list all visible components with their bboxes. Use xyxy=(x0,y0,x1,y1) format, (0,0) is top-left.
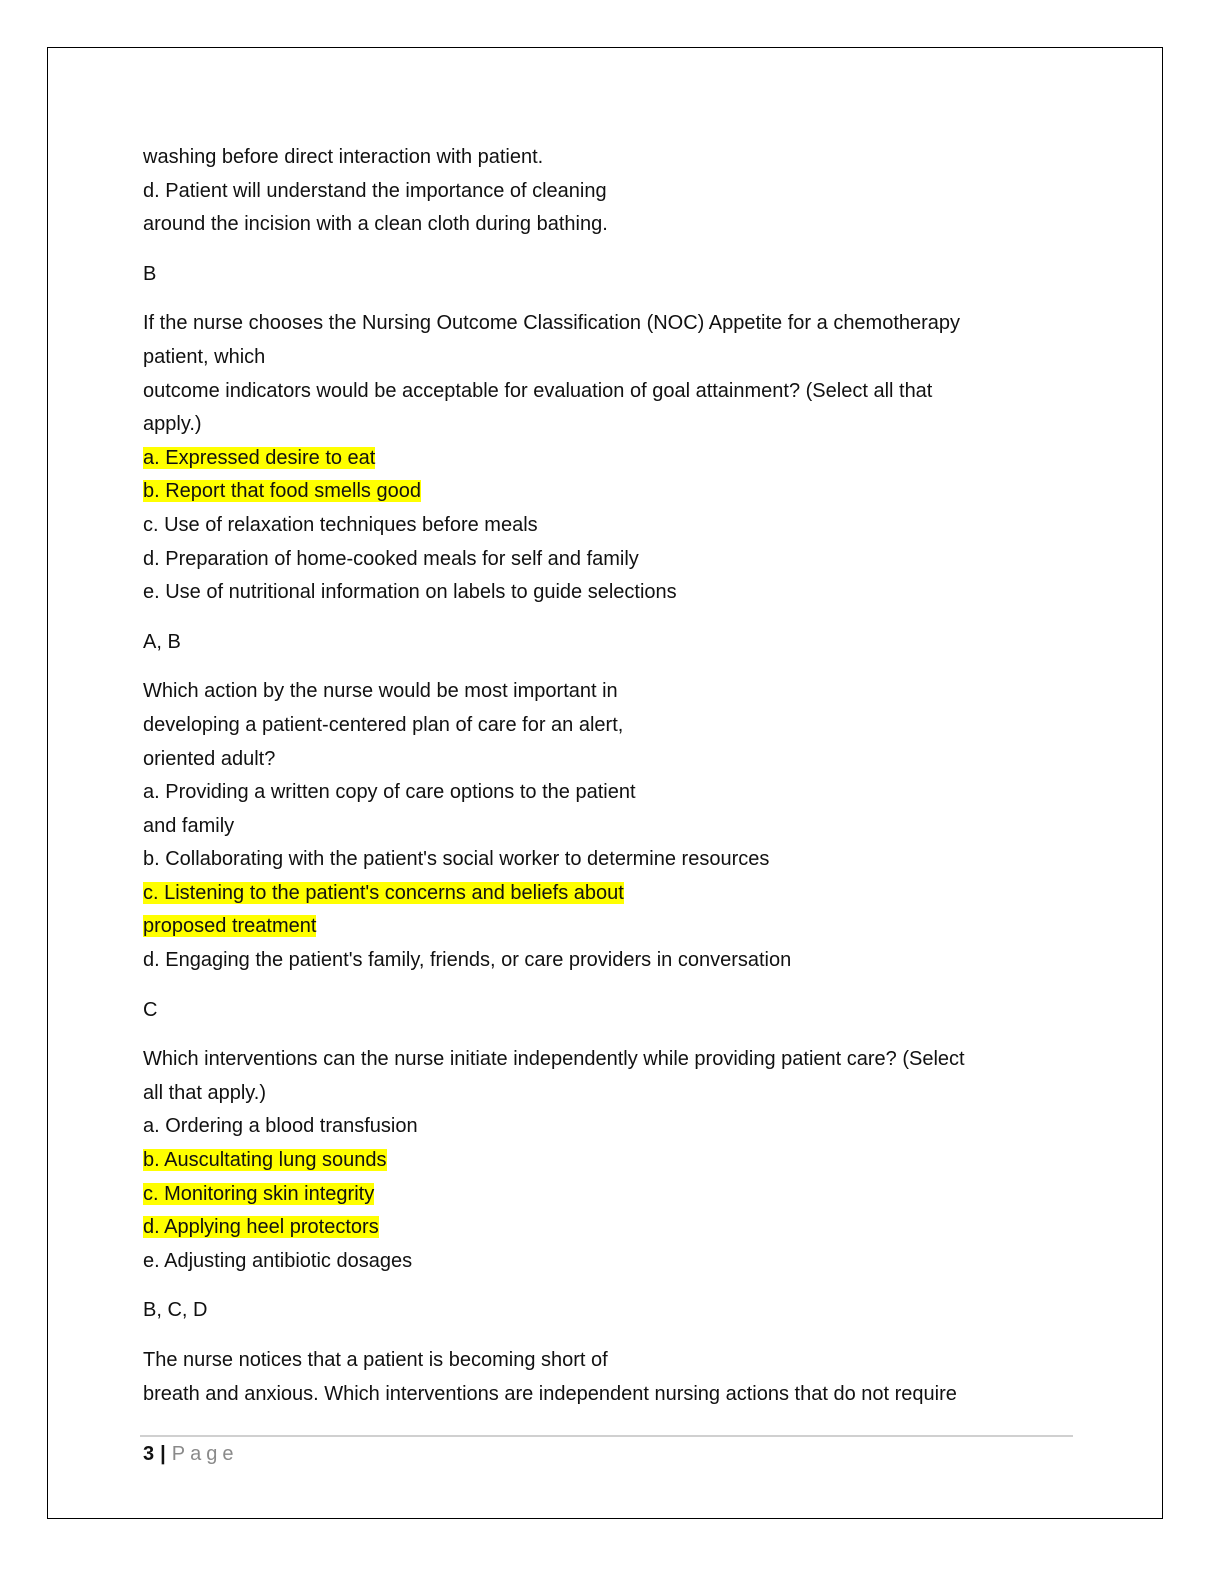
text-line xyxy=(143,709,1073,743)
text-line xyxy=(143,910,1073,944)
highlighted-answer-text: c. Listening to the patient's concerns and beliefs about xyxy=(143,881,624,904)
text-line xyxy=(143,944,1073,978)
text-line xyxy=(143,141,1073,175)
document-body xyxy=(143,141,1073,1411)
text-line xyxy=(143,743,1073,777)
highlighted-answer-text: b. Report that food smells good xyxy=(143,480,421,503)
text-line xyxy=(143,1144,1073,1178)
paragraph-gap xyxy=(143,242,1073,258)
text-line xyxy=(143,1378,1073,1412)
line-text: oriented adult? xyxy=(143,747,276,770)
page-footer xyxy=(143,1440,238,1468)
paragraph xyxy=(143,626,1073,660)
text-line xyxy=(143,442,1073,476)
page-label: Page xyxy=(171,1443,239,1465)
paragraph-gap xyxy=(143,291,1073,307)
line-text: d. Preparation of home-cooked meals for self and family xyxy=(143,547,639,570)
paragraph xyxy=(143,994,1073,1028)
line-text: d. Engaging the patient's family, friends, or care providers in conversation xyxy=(143,949,792,972)
paragraph-gap xyxy=(143,1278,1073,1294)
paragraph xyxy=(143,1344,1073,1411)
line-text: breath and anxious. Which interventions are independent nursing actions that do not require xyxy=(143,1382,957,1405)
text-line xyxy=(143,1110,1073,1144)
highlighted-answer-text: proposed treatment xyxy=(143,915,317,938)
text-line xyxy=(143,175,1073,209)
line-text: a. Providing a written copy of care options to the patient xyxy=(143,781,636,804)
text-line xyxy=(143,307,1073,341)
line-text: around the incision with a clean cloth during bathing. xyxy=(143,213,608,236)
line-text: d. Patient will understand the importance of cleaning xyxy=(143,179,607,202)
paragraph-gap xyxy=(143,659,1073,675)
text-line xyxy=(143,208,1073,242)
line-text: patient, which xyxy=(143,345,266,368)
text-line xyxy=(143,626,1073,660)
text-line xyxy=(143,341,1073,375)
line-text: e. Use of nutritional information on labels to guide selections xyxy=(143,581,677,604)
line-text: and family xyxy=(143,814,235,837)
text-line xyxy=(143,509,1073,543)
line-text: C xyxy=(143,998,158,1021)
text-line xyxy=(143,1344,1073,1378)
text-line xyxy=(143,475,1073,509)
paragraph-gap xyxy=(143,1328,1073,1344)
line-text: outcome indicators would be acceptable for evaluation of goal attainment? (Select all that xyxy=(143,379,933,402)
text-line xyxy=(143,576,1073,610)
line-text: c. Use of relaxation techniques before meals xyxy=(143,513,538,536)
line-text: If the nurse chooses the Nursing Outcome Classification (NOC) Appetite for a chemotherapy xyxy=(143,312,961,335)
paragraph xyxy=(143,675,1073,977)
line-text: developing a patient-centered plan of care for an alert, xyxy=(143,713,624,736)
paragraph xyxy=(143,307,1073,609)
text-line xyxy=(143,994,1073,1028)
text-line xyxy=(143,258,1073,292)
text-line xyxy=(143,877,1073,911)
footer-separator: | xyxy=(160,1443,166,1465)
line-text: Which action by the nurse would be most important in xyxy=(143,680,618,703)
line-text: b. Collaborating with the patient's social worker to determine resources xyxy=(143,848,770,871)
text-line xyxy=(143,1043,1073,1077)
highlighted-answer-text: d. Applying heel protectors xyxy=(143,1216,379,1239)
paragraph-gap xyxy=(143,1027,1073,1043)
text-line xyxy=(143,375,1073,409)
text-line xyxy=(143,1178,1073,1212)
text-line xyxy=(143,843,1073,877)
footer-divider xyxy=(140,1435,1073,1437)
text-line xyxy=(143,675,1073,709)
line-text: a. Ordering a blood transfusion xyxy=(143,1115,418,1138)
paragraph xyxy=(143,258,1073,292)
line-text: all that apply.) xyxy=(143,1081,267,1104)
paragraph-gap xyxy=(143,978,1073,994)
paragraph xyxy=(143,1294,1073,1328)
highlighted-answer-text: b. Auscultating lung sounds xyxy=(143,1149,387,1172)
text-line xyxy=(143,1245,1073,1279)
line-text: Which interventions can the nurse initiate independently while providing patient care? (Select xyxy=(143,1048,965,1071)
line-text: e. Adjusting antibiotic dosages xyxy=(143,1249,413,1272)
line-text: A, B xyxy=(143,630,181,653)
text-line xyxy=(143,1077,1073,1111)
line-text: B xyxy=(143,262,157,285)
line-text: The nurse notices that a patient is becoming short of xyxy=(143,1349,608,1371)
text-line xyxy=(143,1211,1073,1245)
line-text: washing before direct interaction with patient. xyxy=(143,146,544,168)
highlighted-answer-text: a. Expressed desire to eat xyxy=(143,446,376,469)
text-line xyxy=(143,543,1073,577)
highlighted-answer-text: c. Monitoring skin integrity xyxy=(143,1182,375,1205)
text-line xyxy=(143,408,1073,442)
text-line xyxy=(143,776,1073,810)
paragraph xyxy=(143,1043,1073,1278)
paragraph xyxy=(143,141,1073,242)
paragraph-gap xyxy=(143,610,1073,626)
line-text: B, C, D xyxy=(143,1299,208,1322)
line-text: apply.) xyxy=(143,413,202,436)
page-number: 3 xyxy=(143,1443,155,1465)
text-line xyxy=(143,1294,1073,1328)
text-line xyxy=(143,810,1073,844)
